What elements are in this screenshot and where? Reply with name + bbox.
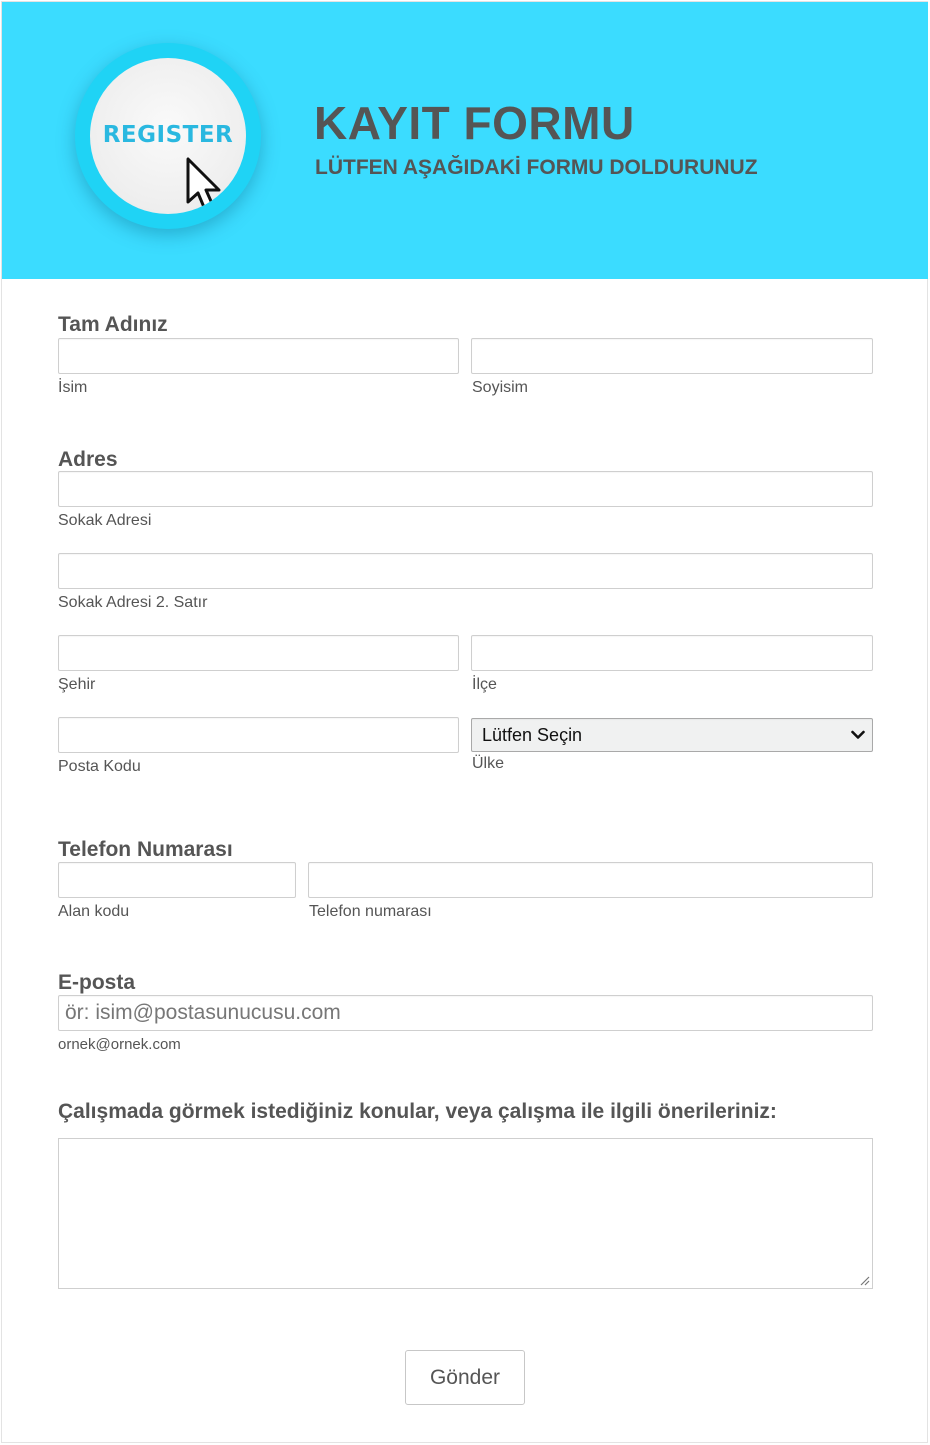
chevron-down-icon [851, 730, 865, 740]
city-sublabel: Şehir [58, 676, 96, 693]
resize-handle-icon[interactable] [859, 1275, 870, 1286]
comments-label: Çalışmada görmek istediğiniz konular, veya çalışma ile ilgili önerileriniz: [58, 1100, 777, 1123]
postal-code-sublabel: Posta Kodu [58, 758, 141, 775]
register-logo-text: REGISTER [102, 122, 234, 148]
street-address-sublabel: Sokak Adresi [58, 512, 152, 529]
street-address-2-sublabel: Sokak Adresi 2. Satır [58, 594, 208, 611]
page-subtitle: LÜTFEN AŞAĞIDAKİ FORMU DOLDURUNUZ [315, 156, 758, 179]
phone-number-sublabel: Telefon numarası [309, 903, 432, 920]
area-code-sublabel: Alan kodu [58, 903, 130, 920]
header-banner [2, 2, 928, 279]
page-title: KAYIT FORMU [314, 97, 635, 149]
phone-label: Telefon Numarası [58, 838, 233, 861]
register-logo-inner [90, 58, 246, 214]
last-name-sublabel: Soyisim [472, 379, 529, 396]
street-address-input[interactable] [58, 471, 873, 507]
country-select-value: Lütfen Seçin [482, 725, 583, 745]
last-name-input[interactable] [471, 338, 873, 374]
first-name-sublabel: İsim [58, 379, 88, 396]
email-input[interactable] [58, 995, 873, 1031]
email-placeholder: ör: isim@postasunucusu.com [65, 1001, 341, 1024]
country-select[interactable] [471, 718, 873, 752]
submit-button[interactable]: Gönder [405, 1350, 525, 1405]
email-sublabel: ornek@ornek.com [58, 1036, 181, 1053]
first-name-input[interactable] [58, 338, 459, 374]
district-input[interactable] [471, 635, 873, 671]
district-sublabel: İlçe [472, 676, 497, 693]
email-label: E-posta [58, 971, 136, 994]
cursor-icon [185, 156, 229, 214]
full-name-label: Tam Adınız [58, 313, 168, 336]
comments-textarea[interactable] [58, 1138, 873, 1289]
street-address-2-input[interactable] [58, 553, 873, 589]
country-sublabel: Ülke [472, 755, 505, 772]
address-label: Adres [58, 448, 118, 471]
register-logo [75, 43, 261, 229]
area-code-input[interactable] [58, 862, 296, 898]
city-input[interactable] [58, 635, 459, 671]
postal-code-input[interactable] [58, 717, 459, 753]
phone-number-input[interactable] [308, 862, 873, 898]
